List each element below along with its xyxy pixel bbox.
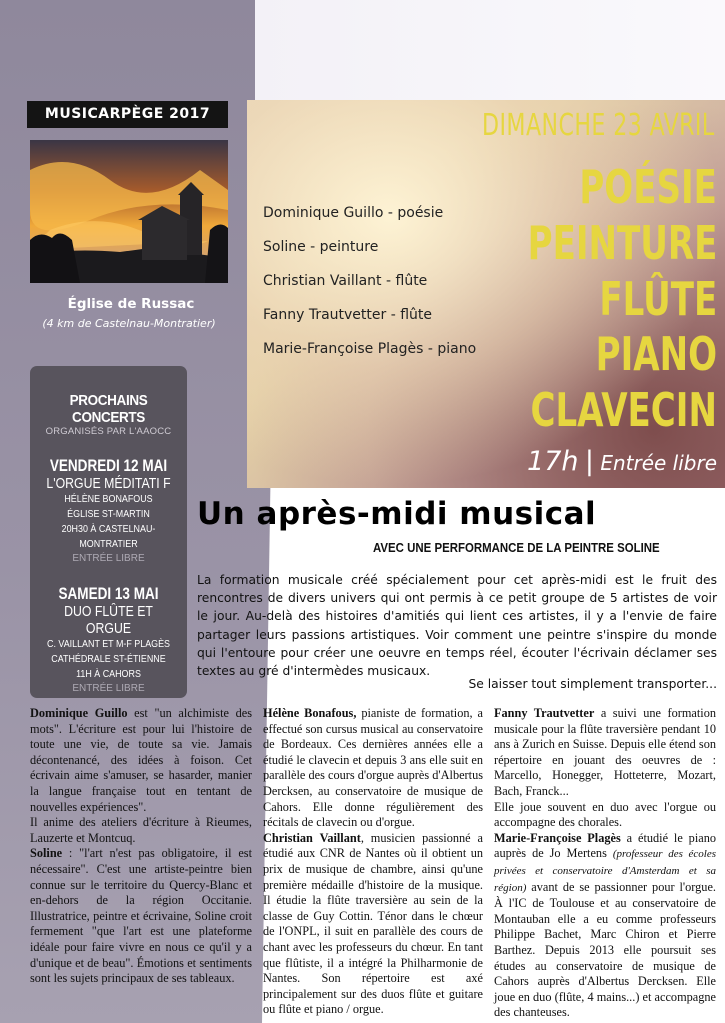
entry-free: Entrée libre bbox=[600, 451, 717, 475]
bio-text: est "un alchimiste des mots". L'écriture est pour lui l'histoire de toute une vie, de toute sa vie. Jamais décontenancé, des idées à foison. Cet écrivain aime s'amuser, se hasarder, manier la langue française tout en tentant de nouvelles expériences". bbox=[30, 706, 252, 814]
concerts-subtitle: ORGANISÉS PAR L'AAOCC bbox=[45, 426, 172, 437]
festival-badge: MUSICARPÈGE 2017 bbox=[27, 101, 228, 128]
intro-closing: Se laisser tout simplement transporter... bbox=[468, 677, 717, 691]
bio-text: a étudié le piano auprès de Jo Mertens bbox=[494, 830, 716, 861]
bio-text: , musicien passionné a étudié aux CNR de Nantes où il obtient un prix de musique de chambre, ainsi qu'une première médaille d'histoire de la musique. Il étudie la flûte traversière au sein de la classe de Guy Cottin. Ténor dans le chœur de l'ONPL, il suit en parallèle des cours de chant avec les professeurs du chœur. En tant que flûtiste, il a intégré la Philharmonie de Nantes. Son répertoire est axé principalement sur des duos flûte et guitare ou flûte et piano / orgue. bbox=[263, 830, 483, 1017]
time-and-entry bbox=[527, 446, 717, 477]
artist-item: Dominique Guillo - poésie bbox=[263, 205, 444, 221]
event-line: 11H À CAHORS bbox=[76, 668, 141, 680]
concerts-title: PROCHAINS CONCERTS bbox=[69, 392, 148, 426]
hero-banner bbox=[247, 100, 725, 488]
event-line: ÉGLISE ST-MARTIN bbox=[67, 508, 150, 520]
discipline-piano: PIANO bbox=[595, 327, 717, 381]
church-photo bbox=[30, 140, 228, 283]
event-line: C. VAILLANT ET M-F PLAGÈS bbox=[46, 638, 171, 650]
bio-text: : "l'art n'est pas obligatoire, il est nécessaire". C'est une artiste-peintre bien connue sur le territoire du Quercy-Blanc et en-dehors de la région Occitanie. Illustratrice, peintre et écrivaine, Soline croit fermement "que l'art est une plateforme idéale pour faire vivre en nous ce qu'il y a d'unique et de beau". Émotions et sentiments sont les sujets principaux de ses tableaux. bbox=[30, 846, 252, 986]
bio-name: Soline bbox=[30, 846, 63, 861]
bio-column-2 bbox=[263, 706, 483, 1018]
event-title: L'ORGUE MÉDITATI F bbox=[46, 475, 171, 492]
bio-name: Fanny Trautvetter bbox=[494, 706, 595, 720]
event-line: CATHÉDRALE ST-ÉTIENNE bbox=[51, 653, 166, 665]
church-location: (4 km de Castelnau-Montratier) bbox=[42, 317, 216, 330]
bio-trautvetter bbox=[494, 706, 716, 800]
bio-text: a suivi une formation musicale pour la flûte traversière pendant 10 ans à Zurich en Suisse. Depuis elle étend son répertoire en jouant des oeuvres de : Marcello, Honegger, Hotteterre, Mozart, Bach, Franck... bbox=[494, 706, 716, 798]
event-time: 17h bbox=[527, 446, 579, 477]
artist-item: Soline - peinture bbox=[263, 239, 379, 255]
intro-paragraph: La formation musicale créé spécialement pour cet après-midi est le fruit des rencontres de divers univers qui ont permis à ce petit groupe de 5 artistes de voir le jour. Au-delà des histoires d'amitiés qui lient ces artistes, il y a l'envie de faire partager leurs passions artistiques. Voir comment une peintre s'inspire du monde qui l'entoure pour créer une oeuvre en temps réel, écouter l'écrivain déclamer ses textes au gré d'intermèdes musicaux. bbox=[197, 573, 717, 679]
event-line: 20H30 À CASTELNAU-MONTRATIER bbox=[61, 523, 156, 550]
discipline-poetry: POÉSIE bbox=[579, 160, 717, 214]
bio-trautvetter-2: Elle joue souvent en duo avec l'orgue ou accompagne des chorales. bbox=[494, 799, 716, 830]
main-title: Un après-midi musical bbox=[197, 496, 597, 532]
bio-name: Christian Vaillant bbox=[263, 830, 361, 845]
separator: | bbox=[584, 446, 594, 477]
event-title: DUO FLÛTE ET ORGUE bbox=[64, 603, 153, 637]
discipline-harpsichord: CLAVECIN bbox=[530, 383, 717, 437]
bio-italic: (professeur des écoles privées et conservatoire d'Amsterdam et sa région) bbox=[494, 848, 716, 894]
bio-guillo-2: Il anime des ateliers d'écriture à Rieumes, Lauzerte et Montcuq. bbox=[30, 815, 252, 845]
bio-vaillant bbox=[263, 831, 483, 1018]
event-line: HÉLÈNE BONAFOUS bbox=[64, 493, 153, 505]
bio-name: Marie-Françoise Plagès bbox=[494, 830, 621, 845]
bio-text: avant de se passionner pour l'orgue. À l'IC de Toulouse et au conservatoire de Montauban elle a eu comme professeurs Philippe Bachet, Marc Chiron et Pierre Barthez. Depuis 2013 elle poursuit ses études au conservatoire de musique de Cahors auprès d'Albertus Dercksen. Elle joue en duo (flûte, 4 mains...) et accompagne des chanteuses. bbox=[494, 879, 716, 1020]
event-entry: ENTRÉE LIBRE bbox=[72, 683, 145, 694]
bio-bonafous bbox=[263, 706, 483, 831]
event-entry: ENTRÉE LIBRE bbox=[72, 553, 145, 564]
church-name: Église de Russac bbox=[67, 296, 195, 312]
discipline-painting: PEINTURE bbox=[527, 216, 717, 270]
bio-column-3 bbox=[494, 706, 716, 1021]
bio-column-1 bbox=[30, 706, 252, 987]
event-date: VENDREDI 12 MAI bbox=[49, 457, 168, 475]
upcoming-concerts-box bbox=[30, 366, 187, 698]
discipline-flute: FLÛTE bbox=[599, 272, 717, 326]
bio-soline bbox=[30, 846, 252, 986]
top-right-background bbox=[255, 0, 725, 100]
event-date-heading: DIMANCHE 23 AVRIL bbox=[482, 108, 715, 143]
artist-item: Marie-Françoise Plagès - piano bbox=[263, 341, 477, 357]
bio-plages bbox=[494, 831, 716, 1021]
bio-name: Hélène Bonafous, bbox=[263, 706, 357, 720]
artist-item: Christian Vaillant - flûte bbox=[263, 273, 428, 289]
event-date: SAMEDI 13 MAI bbox=[58, 585, 159, 603]
main-subtitle: AVEC UNE PERFORMANCE DE LA PEINTRE SOLINE bbox=[373, 540, 660, 555]
artist-item: Fanny Trautvetter - flûte bbox=[263, 307, 433, 323]
bio-text: pianiste de formation, a effectué son cursus musical au conservatoire de Bordeaux. Ces dernières années elle a étudié le clavecin et depuis 3 ans elle suit en parallèle des cours d'orgue auprès d'Albertus Dercksen, au conservatoire de musique de Cahors. Elle donne régulièrement des récitals de clavecin ou d'orgue. bbox=[263, 706, 483, 830]
bio-name: Dominique Guillo bbox=[30, 706, 128, 720]
bio-guillo bbox=[30, 706, 252, 815]
